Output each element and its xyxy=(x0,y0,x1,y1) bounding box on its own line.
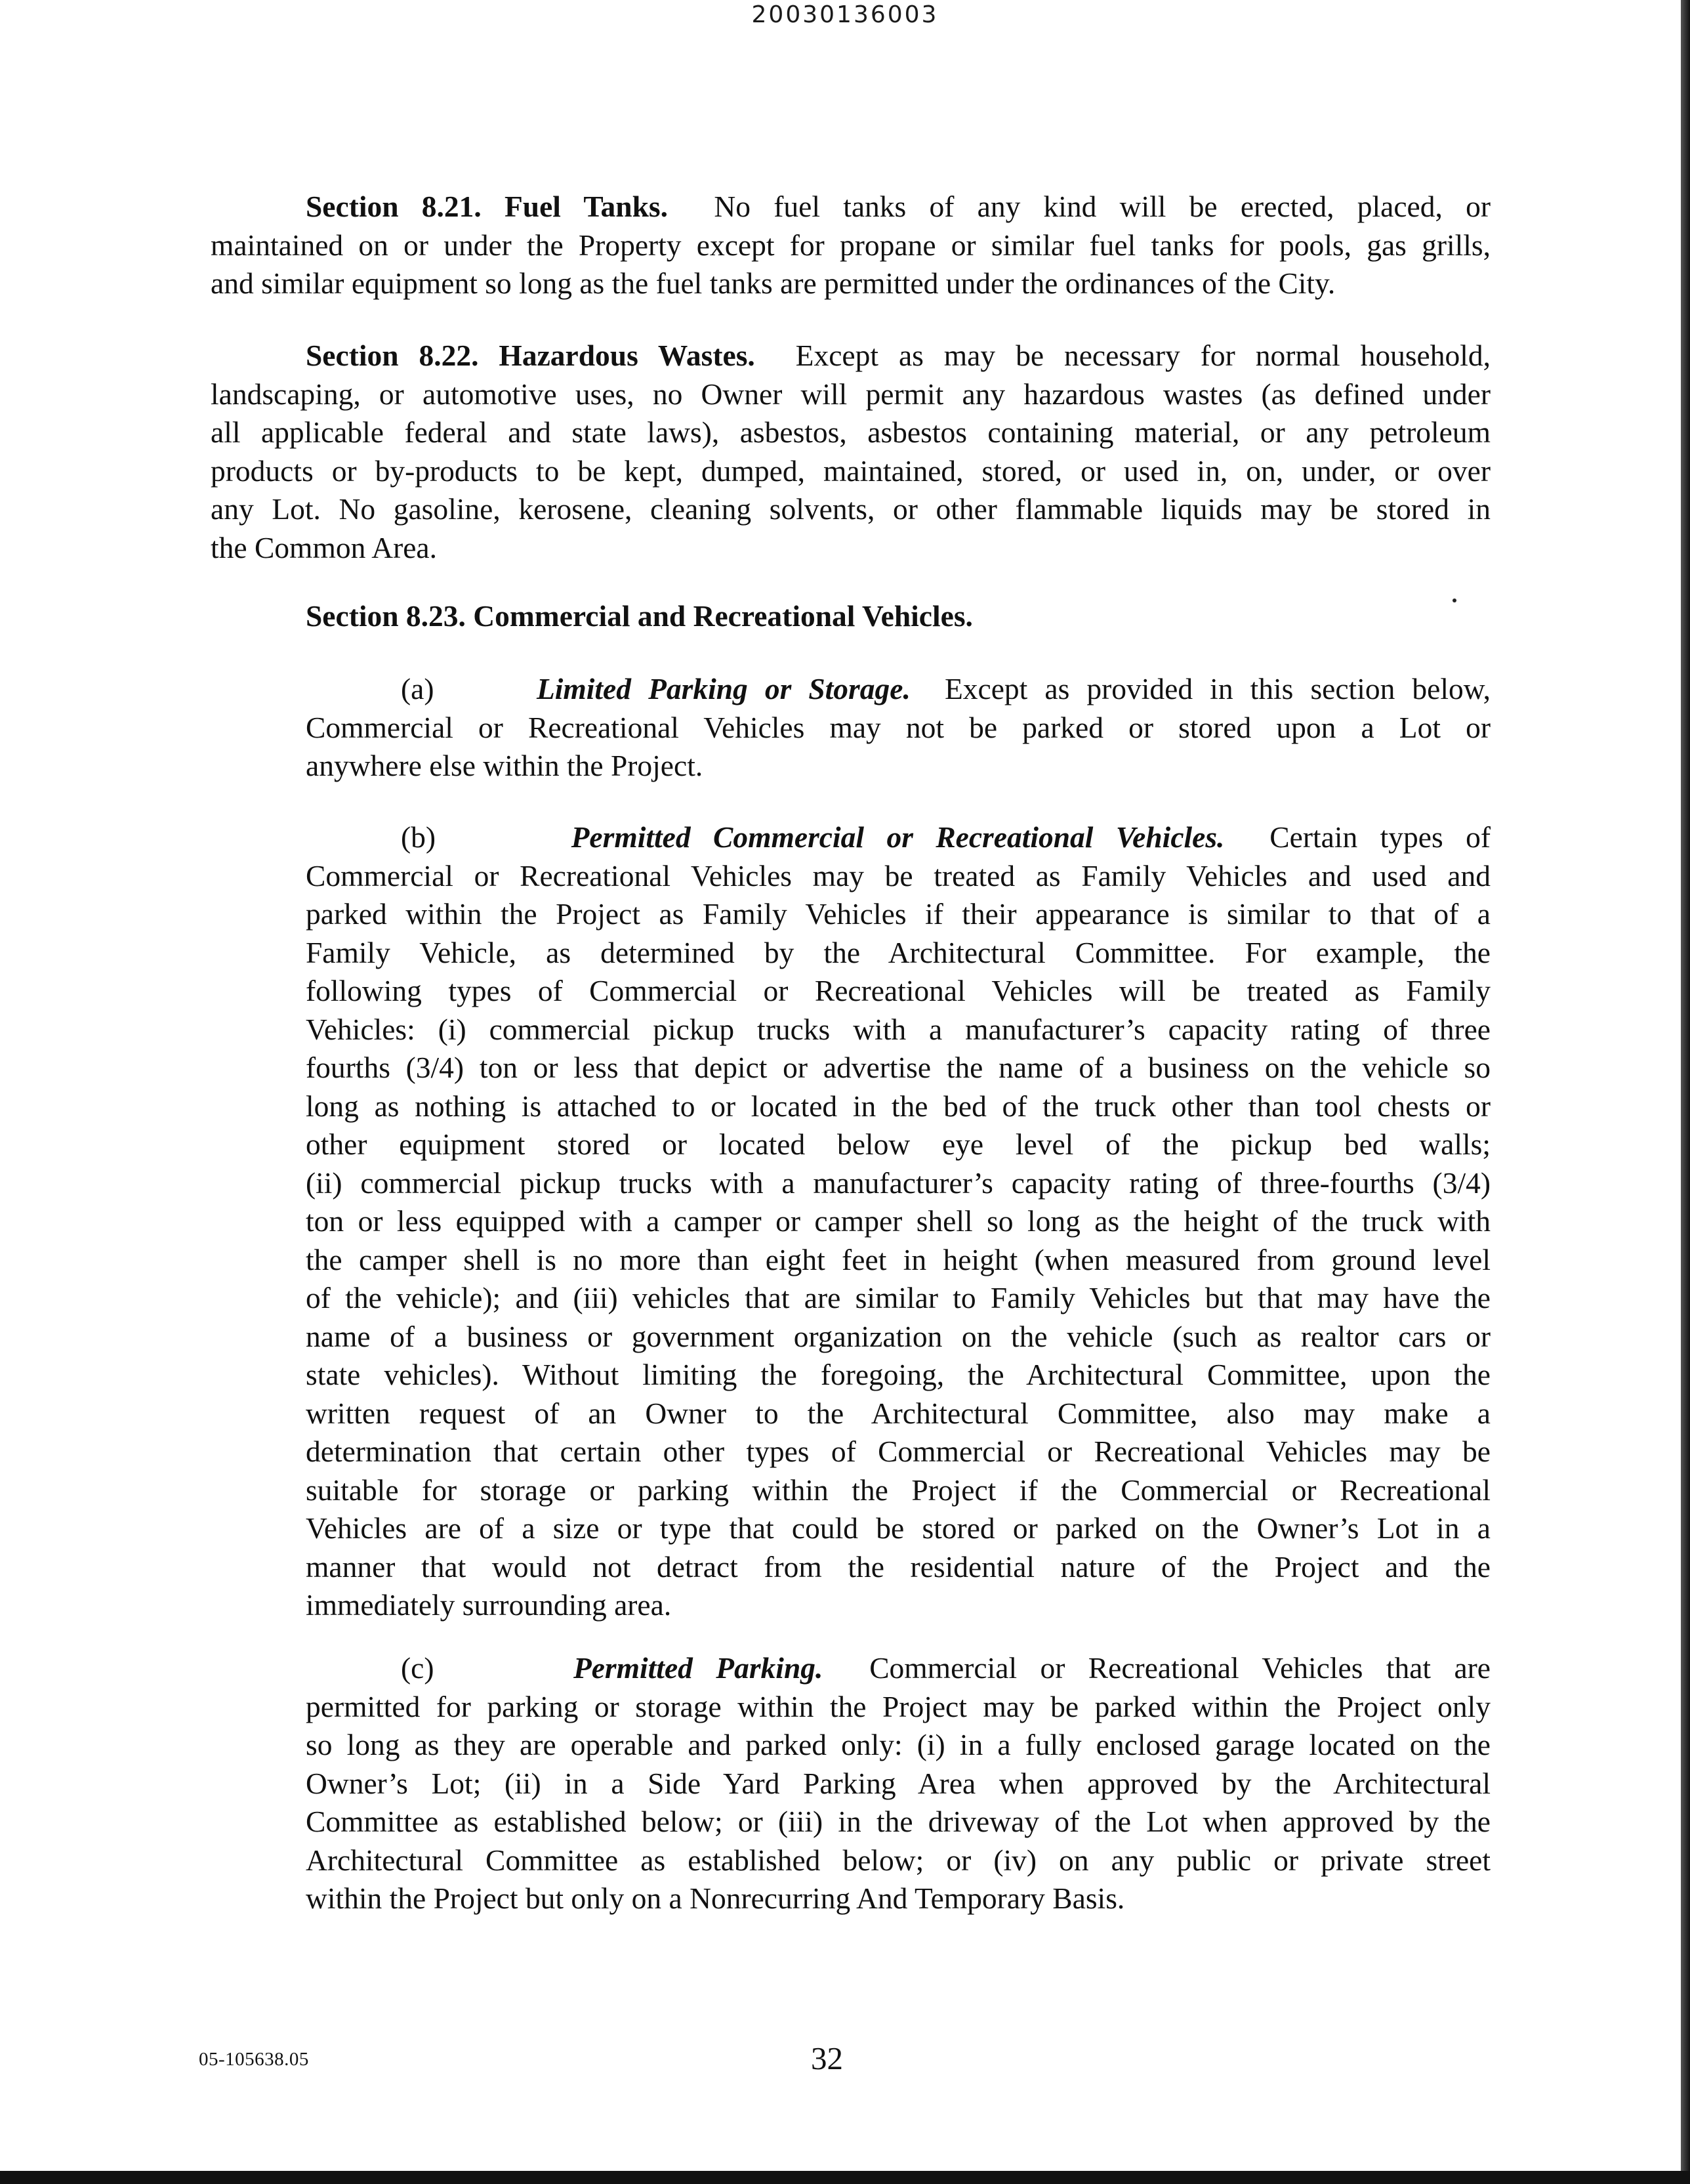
paragraph-c-label: (c) xyxy=(401,1651,434,1685)
paragraph-c-line-1 xyxy=(306,1649,1491,1688)
paragraph-a-title: Limited Parking or Storage. xyxy=(536,672,911,705)
paragraph-b-line-12: the camper shell is no more than eight feet in height (when measured from ground level xyxy=(306,1242,1491,1276)
paragraph-b-line-21: immediately surrounding area. xyxy=(306,1588,672,1622)
paragraph-c-line-7: within the Project but only on a Nonrecurring And Temporary Basis. xyxy=(306,1881,1125,1915)
recording-number: 20030136003 xyxy=(751,1,939,28)
section-8-22-line-3: all applicable federal and state laws), asbestos, asbestos containing material, or any petroleum xyxy=(211,415,1491,449)
paragraph-b-label: (b) xyxy=(401,820,436,854)
section-8-22-line-1 xyxy=(211,337,1491,375)
paragraph-a xyxy=(306,670,1491,786)
paragraph-b-line-19: Vehicles are of a size or type that could be stored or parked on the Owner’s Lot in a xyxy=(306,1511,1491,1545)
paragraph-c-text-1: Commercial or Recreational Vehicles that are xyxy=(869,1651,1491,1685)
paragraph-b-line-16: written request of an Owner to the Architectural Committee, also may make a xyxy=(306,1396,1491,1430)
paragraph-b-line-11: ton or less equipped with a camper or camper shell so long as the height of the truck with xyxy=(306,1204,1491,1238)
paragraph-b-line-5: following types of Commercial or Recreational Vehicles will be treated as Family xyxy=(306,974,1491,1007)
paragraph-b-line-3: parked within the Project as Family Vehicles if their appearance is similar to that of a xyxy=(306,897,1491,931)
scan-edge-right xyxy=(1681,0,1690,2184)
section-8-22-heading: Section 8.22. Hazardous Wastes. xyxy=(306,339,755,372)
scan-speck xyxy=(1453,598,1456,602)
paragraph-b-line-20: manner that would not detract from the residential nature of the Project and the xyxy=(306,1549,1491,1584)
section-8-22-line-5: any Lot. No gasoline, kerosene, cleaning solvents, or other flammable liquids may be stored in xyxy=(211,492,1491,526)
paragraph-c-line-3: so long as they are operable and parked only: (i) in a fully enclosed garage located on the xyxy=(306,1728,1491,1761)
paragraph-a-line-1 xyxy=(306,670,1491,709)
paragraph-b-line-13: of the vehicle); and (iii) vehicles that are similar to Family Vehicles but that may have the xyxy=(306,1281,1491,1314)
paragraph-c-line-5: Committee as established below; or (iii) in the driveway of the Lot when approved by the xyxy=(306,1805,1491,1838)
paragraph-b-line-4: Family Vehicle, as determined by the Architectural Committee. For example, the xyxy=(306,935,1491,969)
paragraph-b-line-18: suitable for storage or parking within the Project if the Commercial or Recreational xyxy=(306,1473,1491,1507)
section-8-22 xyxy=(211,337,1491,567)
page-number: 32 xyxy=(811,2040,843,2076)
paragraph-c-line-2: permitted for parking or storage within the Project may be parked within the Project only xyxy=(306,1689,1491,1723)
paragraph-a-label: (a) xyxy=(401,672,434,705)
footer-document-id: 05-105638.05 xyxy=(199,2049,309,2070)
section-8-22-line-6: the Common Area. xyxy=(211,530,437,564)
section-8-21-line-1 xyxy=(211,188,1491,226)
section-8-22-line-4: products or by-products to be kept, dumped, maintained, stored, or used in, on, under, or over xyxy=(211,453,1491,488)
paragraph-c-line-6: Architectural Committee as established below; or (iv) on any public or private street xyxy=(306,1843,1491,1877)
paragraph-b xyxy=(306,818,1491,1625)
paragraph-b-text-1: Certain types of xyxy=(1269,820,1491,854)
scan-edge-bottom xyxy=(0,2171,1690,2184)
paragraph-b-line-8: long as nothing is attached to or located in the bed of the truck other than tool chests or xyxy=(306,1089,1491,1123)
section-8-21-line-3: and similar equipment so long as the fuel tanks are permitted under the ordinances of the City. xyxy=(211,266,1336,300)
paragraph-a-text-1: Except as provided in this section below, xyxy=(945,672,1491,705)
paragraph-b-line-7: fourths (3/4) ton or less that depict or advertise the name of a business on the vehicle so xyxy=(306,1051,1491,1084)
paragraph-c-title: Permitted Parking. xyxy=(573,1651,823,1685)
paragraph-b-line-9: other equipment stored or located below eye level of the pickup bed walls; xyxy=(306,1127,1491,1161)
paragraph-a-line-3: anywhere else within the Project. xyxy=(306,749,703,782)
section-8-21-heading: Section 8.21. Fuel Tanks. xyxy=(306,190,668,223)
paragraph-b-line-14: name of a business or government organization on the vehicle (such as realtor cars or xyxy=(306,1319,1491,1353)
paragraph-a-line-2: Commercial or Recreational Vehicles may not be parked or stored upon a Lot or xyxy=(306,710,1491,744)
section-8-22-line-2: landscaping, or automotive uses, no Owner will permit any hazardous wastes (as defined under xyxy=(211,377,1491,411)
paragraph-c xyxy=(306,1649,1491,1918)
section-8-21 xyxy=(211,188,1491,303)
paragraph-c-line-4: Owner’s Lot; (ii) in a Side Yard Parking Area when approved by the Architectural xyxy=(306,1766,1491,1800)
paragraph-b-line-17: determination that certain other types of Commercial or Recreational Vehicles may be xyxy=(306,1435,1491,1468)
paragraph-b-line-2: Commercial or Recreational Vehicles may be treated as Family Vehicles and used and xyxy=(306,858,1491,892)
paragraph-b-line-6: Vehicles: (i) commercial pickup trucks with a manufacturer’s capacity rating of three xyxy=(306,1012,1491,1046)
section-8-22-text-1: Except as may be necessary for normal household, xyxy=(795,339,1491,372)
paragraph-b-title: Permitted Commercial or Recreational Vehicles. xyxy=(571,820,1225,854)
section-8-21-line-2: maintained on or under the Property except for propane or similar fuel tanks for pools, gas grills, xyxy=(211,228,1491,262)
paragraph-b-line-10: (ii) commercial pickup trucks with a manufacturer’s capacity rating of three-fourths (3/4) xyxy=(306,1166,1491,1200)
section-8-21-text-1: No fuel tanks of any kind will be erected, placed, or xyxy=(714,190,1491,223)
paragraph-b-line-15: state vehicles). Without limiting the foregoing, the Architectural Committee, upon the xyxy=(306,1358,1491,1391)
paragraph-b-line-1 xyxy=(306,818,1491,857)
section-8-23-heading: Section 8.23. Commercial and Recreational Vehicles. xyxy=(306,599,973,633)
